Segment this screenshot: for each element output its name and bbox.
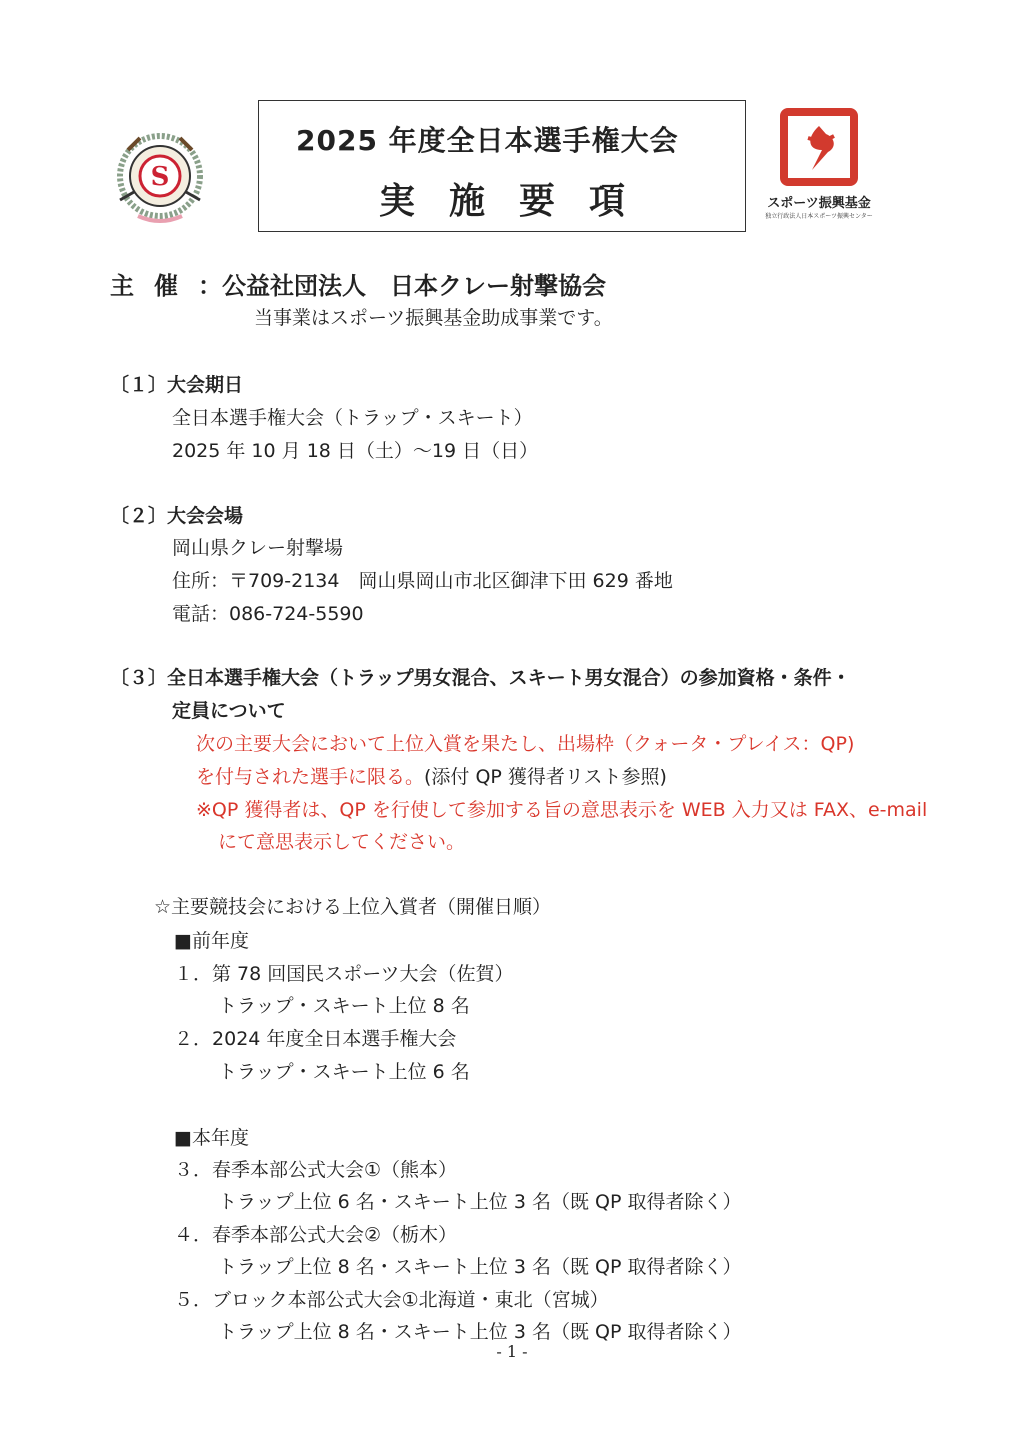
event-detail: トラップ・スキート上位 8 名 <box>218 995 470 1017</box>
document-title: 2025 年度全日本選手権大会 <box>296 124 679 157</box>
page-number: - 1 - <box>496 1342 528 1361</box>
event-item: ４．春季本部公式大会②（栃木） <box>174 1224 458 1246</box>
svg-text:S: S <box>150 162 170 192</box>
section-1-line: 全日本選手権大会（トラップ・スキート） <box>172 407 533 429</box>
qp-list-reference: (添付 QP 獲得者リスト参照) <box>424 766 667 788</box>
sports-fund-logo <box>764 108 874 230</box>
event-detail: トラップ・スキート上位 6 名 <box>218 1061 470 1083</box>
sports-fund-name: スポーツ振興基金 <box>767 196 871 211</box>
qp-notice-cont: にて意思表示してください。 <box>218 831 466 853</box>
section-1-heading: 〔１〕大会期日 <box>110 374 244 396</box>
sponsor-line <box>110 266 606 301</box>
section-2-heading: 〔２〕大会会場 <box>110 505 244 527</box>
event-item: ３．春季本部公式大会①（熊本） <box>174 1159 458 1181</box>
event-item: ５．ブロック本部公式大会①北海道・東北（宮城） <box>174 1289 609 1311</box>
events-intro: ☆主要競技会における上位入賞者（開催日順） <box>154 896 552 918</box>
event-detail: トラップ上位 8 名・スキート上位 3 名（既 QP 取得者除く） <box>218 1256 742 1278</box>
section-2-line: 住所：〒709-2134 岡山県岡山市北区御津下田 629 番地 <box>172 570 673 592</box>
section-2-line: 電話：086-724-5590 <box>172 603 364 625</box>
document-subtitle: 実施要項 <box>378 181 659 222</box>
event-detail: トラップ上位 6 名・スキート上位 3 名（既 QP 取得者除く） <box>218 1191 742 1213</box>
event-item: １．第 78 回国民スポーツ大会（佐賀） <box>174 963 514 985</box>
prev-year-label: ■前年度 <box>174 930 249 952</box>
section-3-heading-cont: 定員について <box>172 700 286 722</box>
sponsor-note: 当事業はスポーツ振興基金助成事業です。 <box>254 307 613 329</box>
sponsor-value: ：公益社団法人 日本クレー射撃協会 <box>198 272 606 300</box>
section-3-heading: 〔３〕全日本選手権大会（トラップ男女混合、スキート男女混合）の参加資格・条件・ <box>110 667 851 689</box>
association-seal-logo <box>110 128 210 228</box>
qualification-text: 次の主要大会において上位入賞を果たし、出場枠（クォータ・プレイス：QP) <box>196 733 855 755</box>
title-box <box>258 100 746 232</box>
event-detail: トラップ上位 8 名・スキート上位 3 名（既 QP 取得者除く） <box>218 1321 742 1343</box>
section-1-line: 2025 年 10 月 18 日（土）～19 日（日） <box>172 440 539 462</box>
section-2-line: 岡山県クレー射撃場 <box>172 537 344 559</box>
sponsor-label: 主催 <box>110 272 198 300</box>
event-item: ２．2024 年度全日本選手権大会 <box>174 1028 457 1050</box>
qualification-text: を付与された選手に限る。(添付 QP 獲得者リスト参照) <box>196 766 667 788</box>
this-year-label: ■本年度 <box>174 1127 249 1149</box>
qp-notice: ※QP 獲得者は、QP を行使して参加する旨の意思表示を WEB 入力又は FAX、e-mail <box>196 799 928 821</box>
sports-fund-subtitle: 独立行政法人日本スポーツ振興センター <box>765 213 873 220</box>
